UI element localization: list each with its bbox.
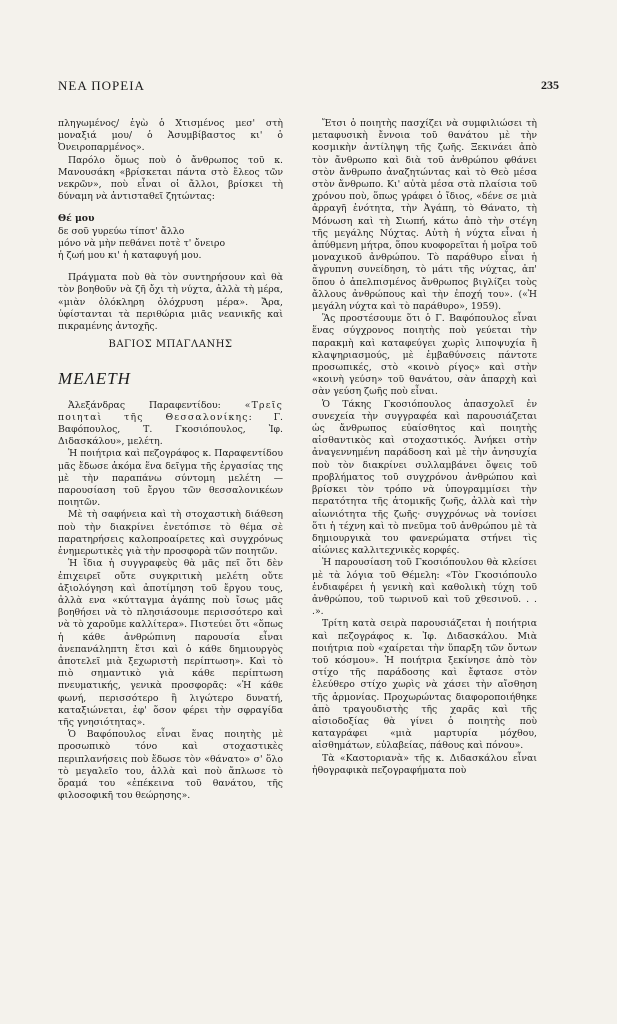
book-author: Ἀλεξάνδρας Παραφεντίδου: [68,399,221,411]
poem-line: δε σοῦ γυρεύω τίποτ' ἄλλο [58,225,185,237]
paragraph: Ἂς προστέσουμε ὅτι ὁ Γ. Βαφόπουλος εἶναι ἕνας σύγχρονος ποιητὴς ποὺ γεύεται τὴν παρακμὴ καὶ καταφεύγει χωρὶς λιποψυχία ἢ κλαψηριασμούς, μὲ ἐμβαθύνσεις πάντοτε προσωπικές, στὸ «κοινὸ ρίγος» καὶ στὴν «κοινὴ γεύση» τοῦ θανάτου, σὰν ἀπαρχὴ καὶ σὰν γεύση ζωῆς ποὺ εἶναι. [312,313,537,398]
author-signature: ΒΑΓΙΟΣ ΜΠΑΓΛΑΝΗΣ [108,339,233,351]
poem-line: μόνο νὰ μὴν πεθάνει ποτὲ τ' ὄνειρο [58,237,226,249]
paragraph: Ὁ Βαφόπουλος εἶναι ἕνας ποιητὴς μὲ προσωπικὸ τόνο καὶ στοχαστικὲς περιπλανήσεις ποὺ ἔδωσε τὸν «θάνατο» σ' ὅλο τὸ μεγαλεῖο του, ἀλλὰ καὶ ποὺ ἄπλωσε τὸ ὅραμά του «ἐπέκεινα τοῦ θανάτου, τῆς φιλοσοφικῆ του θεώρησης». [58,729,283,802]
page-number: 235 [541,78,559,92]
running-title: ΝΕΑ ΠΟΡΕΙΑ [58,78,145,93]
paragraph: Ἡ ποιήτρια καὶ πεζογράφος κ. Παραφεντίδου μᾶς ἔδωσε ἀκόμα ἕνα δεῖγμα τῆς ἐργασίας της μὲ τὴν παραπάνω σύντομη μελέτη — παρουσίαση τοῦ ἔργου τῶν θεσσαλονικέων ποιητῶν. [58,448,283,509]
paragraph: Παρόλο ὅμως ποὺ ὁ ἄνθρωπος τοῦ κ. Μανουσάκη «βρίσκεται πάντα στὸ ἔλεος τῶν νεκρῶν», ποὺ εἶναι οἱ ἄλλοι, βρίσκει τὴ δύναμη νὰ ἀντισταθεῖ ζητώντας: [58,154,283,203]
poem-line: Θέ μου [58,213,95,225]
paragraph: Πράγματα ποὺ θὰ τὸν συντηρήσουν καὶ θὰ τὸν βοηθοῦν νὰ ζῆ ὄχι τὴ νύχτα, ἀλλὰ τὴ μέρα, «μιὰν ὁλόκληρη ὁλόχρυση μέρα». Ἄρα, ὑφίστανται τὰ περιθώρια μιᾶς νεανικῆς καὶ πικραμένης ἀντοχῆς. [58,272,283,333]
paragraph: πληγωμένος/ ἐγὼ ὁ Χτισμένος μεσ' στὴ μοναξιά μου/ ὁ Ἀσυμβίβαστος κι' ὁ Ὀνειροπαρμένος». [58,118,283,154]
paragraph: Μὲ τὴ σαφήνεια καὶ τὴ στοχαστικὴ διάθεση ποὺ τὴν διακρίνει ἐνετόπισε τὸ θέμα σὲ παρατηρήσεις καλοπροαίρετες καὶ συγχρόνως ἐνημερωτικὲς γιὰ τὴν προσφορὰ τῶν ποιητῶν. [58,509,283,558]
book-reference [58,400,283,449]
right-column [312,118,537,1013]
paragraph: Ὁ Τάκης Γκοσιόπουλος ἀπασχολεῖ ἐν συνεχεία τὴν συγγραφέα καὶ παρουσιάζεται ὡς ἄνθρωπος εὐαίσθητος καὶ ποιητὴς αἰσθαντικὸς καὶ στοχαστικός. Ἀνήκει στὴν ἀναγεννημένη παράδοση καὶ μὲ τὴν ἀνησυχία ποὺ τὸν διακρίνει συλλαμβάνει ὄψεις τοῦ προβλήματος τοῦ συγχρόνου ἀνθρώπου καὶ βρίσκει τὸν τρόπο νὰ ὑπογραμμίσει τὴν περατότητα τῆς ἀτομικῆς ζωῆς, ἀλλὰ καὶ τὴν αἰωνιότητα τῆς ζωῆς· συγχρόνως νὰ τονίσει ὅτι ἡ τέχνη καὶ τὸ πνεῦμα τοῦ ἀνθρώπου μὲ τὰ δημιουργικὰ του φανερώματα στήνει τὶς αἰώνιες καλλιτεχνικὲς κορφές. [312,398,537,557]
poem-line: ἡ ζωή μου κι' ἡ καταφυγή μου. [58,250,202,262]
paragraph: Ἔτσι ὁ ποιητὴς πασχίζει νὰ συμφιλιώσει τὴ μεταφυσικὴ ἔννοια τοῦ θανάτου μὲ τὴν κοσμικὴν ἀντίληψη τῆς ζωῆς. Ξεκινάει ἀπὸ τὸν ἄνθρωπο καὶ διὰ τοῦ ἀνθρώπου φθάνει στὸν ἄνθρωπο ἀναζητώντας καὶ τὸ Θεὸ μέσα στὸν ἄνθρωπο. Κι' αὐτὰ μέσα στὰ πλαίσια τοῦ χρόνου ποὺ, ὅπως γράφει ὁ ἴδιος, «δένε σε μιὰ ἀρραγῆ ἑνότητα, τὴν Ἀγάπη, τὸ Θάνατο, τὴ Μόνωση καὶ τὴ Σιωπή, κάτω ἀπὸ τὴν στέγη τῆς μεγάλης Νύχτας. Αὐτὴ ἡ νύχτα εἶναι ἡ ἀπύθμενη μήτρα, ὅπου κυοφορεῖται ἡ μοῖρα τοῦ μοναχικοῦ ἀνθρώπου. Τὸ παράθυρο εἶναι ἡ ἄγρυπνη συνείδηση, τὸ μάτι τῆς νύχτας, ἀπ' ὅπου ὁ ἀπελπισμένος ἄνθρωπος βιγλίζει τοὺς ἄλλους ἀνθρώπους καὶ τὴν ἐποχή του». («Ἡ μεγάλη νύχτα καὶ τὸ παράθυρο», 1959). [312,118,537,313]
section-title: ΜΕΛΕΤΗ [58,369,131,389]
paragraph: Τρίτη κατὰ σειρὰ παρουσιάζεται ἡ ποιήτρια καὶ πεζογράφος κ. Ἰφ. Διδασκάλου. Μιὰ ποιήτρια ποὺ «χαίρεται τὴν ὕπαρξη τῶν ὄντων τοῦ κόσμου». Ἡ ποιήτρια ξεκίνησε ἀπὸ τὸν στίχο τῆς παράδοσης καὶ ἔφτασε στὸν ἐλεύθερο στίχο χωρὶς νὰ χάσει τὴν αἴσθηση τῆς ἁρμονίας. Προχωρώντας διαφοροποιήθηκε ἀπὸ τραγουδιστὴς τῆς χαρᾶς καὶ τῆς αἰσιοδοξίας θὰ γίνει ὁ ποιητὴς ποὺ καταγράφει «μιὰ μαρτυρία μόχθου, αἰσθημάτων, εὐλαβείας, πάθους καὶ πόνου». [312,618,537,752]
poem-quote [58,213,283,262]
page-header [58,78,559,98]
book-title: «Τρεῖς ποιηταὶ τῆς Θεσσαλονίκης: [58,399,283,423]
book-details: Γ. Βαφόπουλος, Τ. Γκοσιόπουλος, Ἰφ. Διδασκάλου», μελέτη. [58,411,283,448]
paragraph: Ἡ παρουσίαση τοῦ Γκοσιόπουλου θὰ κλείσει μὲ τὰ λόγια τοῦ Θέμελη: «Τὸν Γκοσιόπουλο ἐνδιαφέρει ἡ γενικὴ καὶ καθολικὴ τύχη τοῦ ἀνθρώπου, τοῦ τωρινοῦ καὶ τοῦ χθεσινοῦ. . . .». [312,557,537,618]
paragraph: Ἡ ἴδια ἡ συγγραφεὺς θὰ μᾶς πεῖ ὅτι δὲν ἐπιχειρεῖ οὔτε συγκριτικὴ μελέτη οὔτε ἀξιολόγηση καὶ ἀποτίμηση τοῦ ἔργου τους, ἀλλὰ ενα «κύτταγμα ἀγάπης ποὺ ἴσως μᾶς βοηθήσει νὰ τὸ πλησιάσουμε περισσότερο καὶ νὰ τὸ χαροῦμε καλλίτερα». Πιστεύει ὅτι «ὅπως ἡ κάθε ἀνθρώπινη παρουσία εἶναι ἀνεπανάληπτη ἔτσι καὶ ὁ κάθε δημιουργὸς ἀποτελεῖ μιὰ ξεχωριστὴ περίπτωση». Καὶ τὸ πιὸ σημαντικὸ γιὰ κάθε περίπτωση πνευματικής, γενικὰ προσφορᾶς: «Ἡ κάθε φωνή, περισσότερο ἢ λιγώτερο δυνατή, καταξιώνεται, ἐφ' ὅσον φέρει τὴν σφραγίδα τῆς γνησιότητας». [58,558,283,728]
left-column [58,118,283,1013]
paragraph: Τὰ «Καστοριανὰ» τῆς κ. Διδασκάλου εἶναι ἠθογραφικὰ πεζογραφήματα ποὺ [312,752,537,776]
